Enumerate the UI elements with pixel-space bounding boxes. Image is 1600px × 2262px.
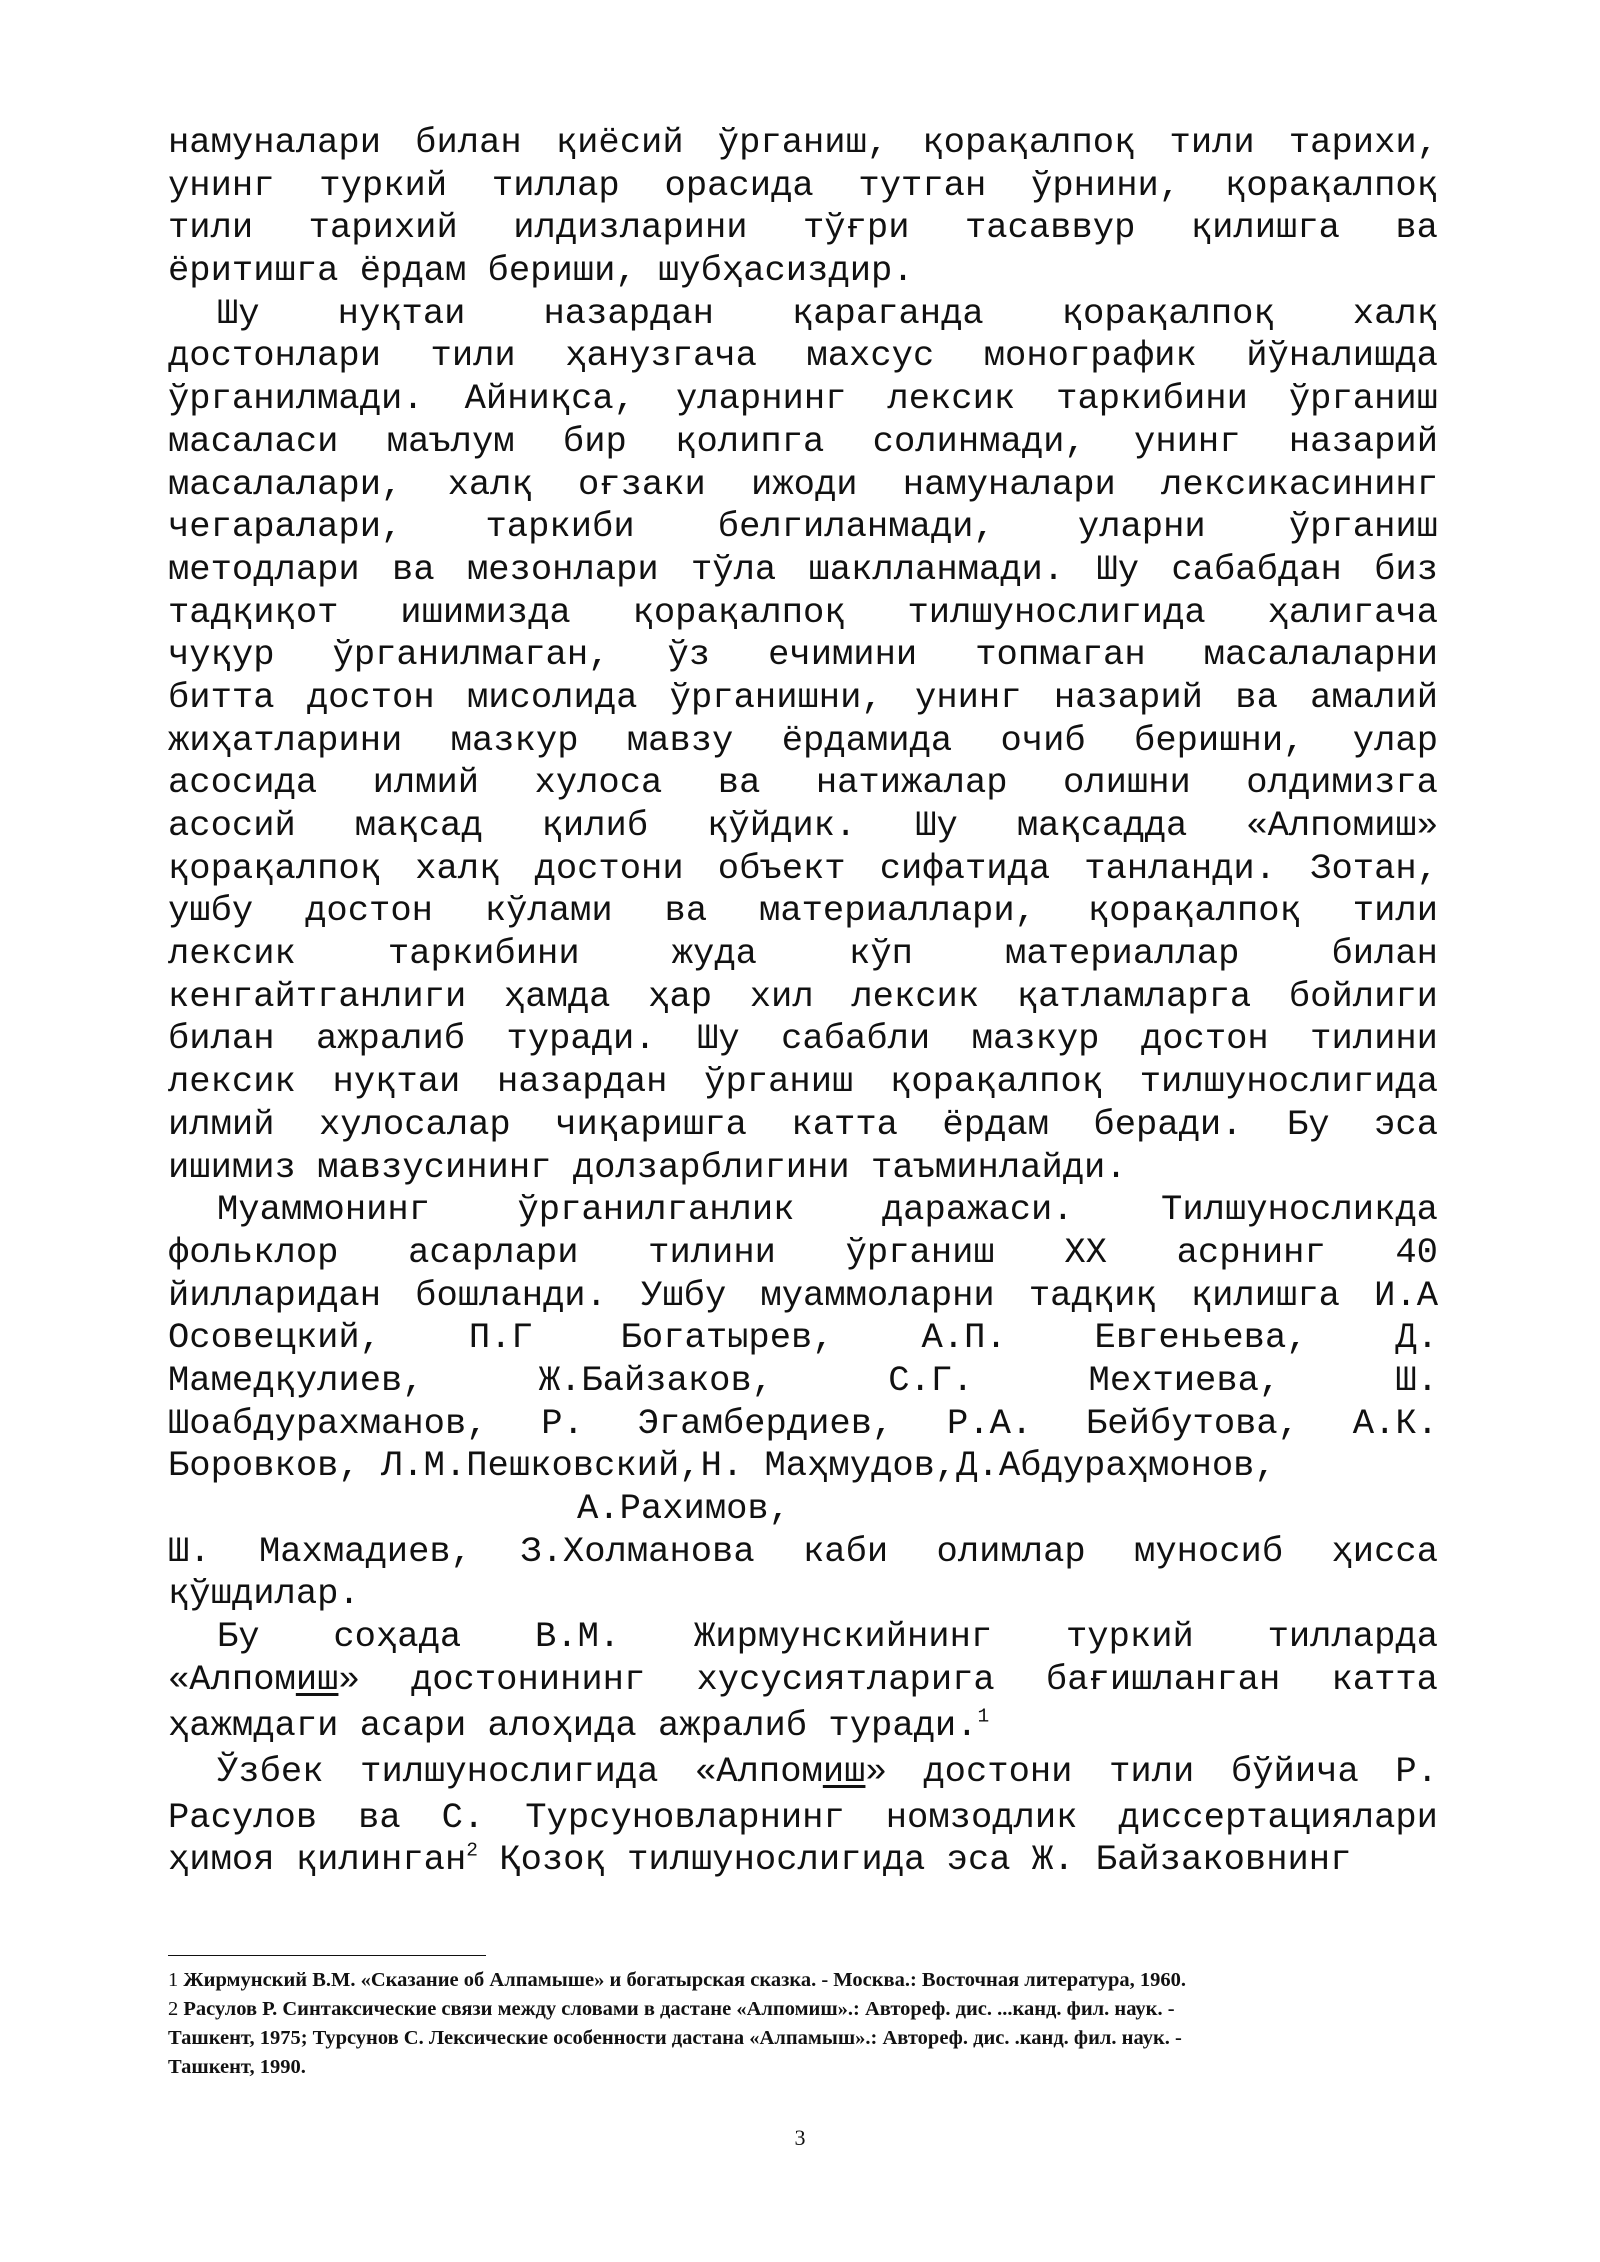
footnote-2 bbox=[168, 1995, 1398, 2024]
text-line: ўрганилмади. Айниқса, уларнинг лексик таркибини ўрганиш bbox=[168, 378, 1438, 420]
text-line: намуналари билан қиёсий ўрганиш, қорақалпоқ тили тарихи, bbox=[168, 122, 1438, 163]
text-line: Расулов ва С. Турсуновларнинг номзодлик диссертациялари bbox=[168, 1796, 1438, 1838]
paragraph-start-line: Бу соҳада В.М. Жирмунскийнинг туркий тилларда bbox=[217, 1616, 1438, 1658]
text-line: қорақалпоқ халқ достони объект сифатида танланди. Зотан, bbox=[168, 847, 1438, 889]
text-line: Шоабдурахманов, Р. Эгамбердиев, Р.А. Бейбутова, А.К. bbox=[168, 1402, 1438, 1444]
text-fragment: ҳажмдаги асари алоҳида ажралиб туради. bbox=[168, 1704, 978, 1746]
text-line: қўшдилар. bbox=[168, 1573, 360, 1615]
paragraph-start-line: Шу нуқтаи назардан қараганда қорақалпоқ халқ bbox=[217, 292, 1438, 334]
text-fragment: » достонининг хусусиятларига бағишланган катта bbox=[338, 1658, 1438, 1700]
text-line: Боровков, Л.М.Пешковский,Н. Маҳмудов,Д.Абдураҳмонов, bbox=[168, 1445, 1276, 1487]
underlined-fragment: иш bbox=[295, 1658, 339, 1700]
text-line: ушбу достон кўлами ва материаллари, қорақалпоқ тили bbox=[168, 890, 1438, 932]
text-line bbox=[168, 1705, 1438, 1751]
paragraph-start-line: Муаммонинг ўрганилганлик даражаси. Тилшуносликда bbox=[217, 1189, 1438, 1231]
footnote-ref-2[interactable]: 2 bbox=[466, 1839, 478, 1862]
text-line: кенгайтганлиги ҳамда ҳар хил лексик қатламларга бойлиги bbox=[168, 975, 1438, 1017]
text-line: масаласи маълум бир қолипга солинмади, унинг назарий bbox=[168, 420, 1438, 462]
footnote-text: Жирмунский В.М. «Сказание об Алпамыше» и богатырская сказка. - Москва.: Восточная литература, 1960. bbox=[183, 1969, 1186, 1991]
text-line: методлари ва мезонлари тўла шаклланмади. Шу сабабдан биз bbox=[168, 548, 1438, 590]
text-line: чуқур ўрганилмаган, ўз ечимини топмаган масалаларни bbox=[168, 634, 1438, 676]
text-line: тадқиқот ишимизда қорақалпоқ тилшунослигида ҳалигача bbox=[168, 591, 1438, 633]
text-line: достонлари тили ҳанузгача махсус монографик йўналишда bbox=[168, 335, 1438, 377]
text-line: тили тарихий илдизларини тўғри тасаввур қилишга ва bbox=[168, 207, 1438, 249]
text-line: чегаралари, таркиби белгиланмади, уларни ўрганиш bbox=[168, 506, 1438, 548]
text-line: илмий хулосалар чиқаришга катта ёрдам беради. Бу эса bbox=[168, 1103, 1438, 1145]
text-line: масалалари, халқ оғзаки ижоди намуналари лексикасининг bbox=[168, 463, 1438, 505]
text-line: ёритишга ёрдам бериши, шубҳасиздир. bbox=[168, 250, 914, 292]
page-number: 3 bbox=[794, 2125, 806, 2150]
footnotes bbox=[168, 1966, 1398, 2082]
text-fragment: » достони тили бўйича Р. bbox=[865, 1750, 1438, 1792]
text-line: Мамедқулиев, Ж.Байзаков, С.Г. Мехтиева, Ш. bbox=[168, 1359, 1438, 1401]
footnote-1 bbox=[168, 1966, 1398, 1995]
paragraph-start-line bbox=[168, 1751, 1438, 1797]
footnote-number: 1 bbox=[168, 1969, 184, 1991]
text-fragment: Қозоқ тилшунослигида эса Ж. Байзаковнинг bbox=[477, 1839, 1352, 1881]
footnote-ref-1[interactable]: 1 bbox=[977, 1705, 990, 1728]
text-line: битта достон мисолида ўрганишни, унинг назарий ва амалий bbox=[168, 676, 1438, 718]
text-fragment: «Алпом bbox=[168, 1658, 296, 1700]
text-line: асосий мақсад қилиб қўйдик. Шу мақсадда «Алпомиш» bbox=[168, 805, 1438, 846]
text-line bbox=[168, 1659, 1438, 1705]
text-fragment: Ўзбек тилшунослигида «Алпом bbox=[217, 1750, 823, 1792]
text-line: лексик таркибини жуда кўп материаллар билан bbox=[168, 933, 1438, 975]
text-line: Осовецкий, П.Г Богатырев, А.П. Евгеньева, Д. bbox=[168, 1317, 1438, 1359]
text-line: асосида илмий хулоса ва натижалар олишни олдимизга bbox=[168, 762, 1438, 804]
footnote-2-cont: Ташкент, 1990. bbox=[168, 2056, 306, 2078]
footnote-separator bbox=[168, 1955, 486, 1956]
footnote-2-cont: Ташкент, 1975; Турсунов С. Лексические особенности дастана «Алпамыш».: Автореф. дис. .канд. фил. наук. - bbox=[168, 2027, 1182, 2049]
text-line: Ш. Махмадиев, З.Холманова каби олимлар муносиб ҳисса bbox=[168, 1530, 1438, 1572]
footnote-text: Расулов Р. Синтаксические связи между словами в дастане «Алпомиш».: Автореф. дис. ...канд. фил. наук. - bbox=[183, 1998, 1175, 2020]
text-line bbox=[168, 1839, 1438, 1882]
text-fragment: ҳимоя қилинган bbox=[168, 1839, 467, 1881]
text-line: йилларидан бошланди. Ушбу муаммоларни тадқиқ қилишга И.А bbox=[168, 1274, 1438, 1316]
footnote-number: 2 bbox=[168, 1998, 184, 2020]
text-line: унинг туркий тиллар орасида тутган ўрнини, қорақалпоқ bbox=[168, 164, 1438, 206]
text-line: жиҳатларини мазкур мавзу ёрдамида очиб беришни, улар bbox=[168, 719, 1438, 761]
body-text bbox=[168, 122, 1438, 1882]
text-line: ишимиз мавзусининг долзарблигини таъминлайди. bbox=[168, 1146, 1127, 1188]
text-line: А.Рахимов, bbox=[577, 1488, 791, 1529]
text-line: билан ажралиб туради. Шу сабабли мазкур достон тилини bbox=[168, 1018, 1438, 1060]
underlined-fragment: иш bbox=[822, 1750, 866, 1792]
text-line: фольклор асарлари тилини ўрганиш XX асрнинг 40 bbox=[168, 1231, 1438, 1273]
text-line: лексик нуқтаи назардан ўрганиш қорақалпоқ тилшунослигида bbox=[168, 1061, 1438, 1103]
